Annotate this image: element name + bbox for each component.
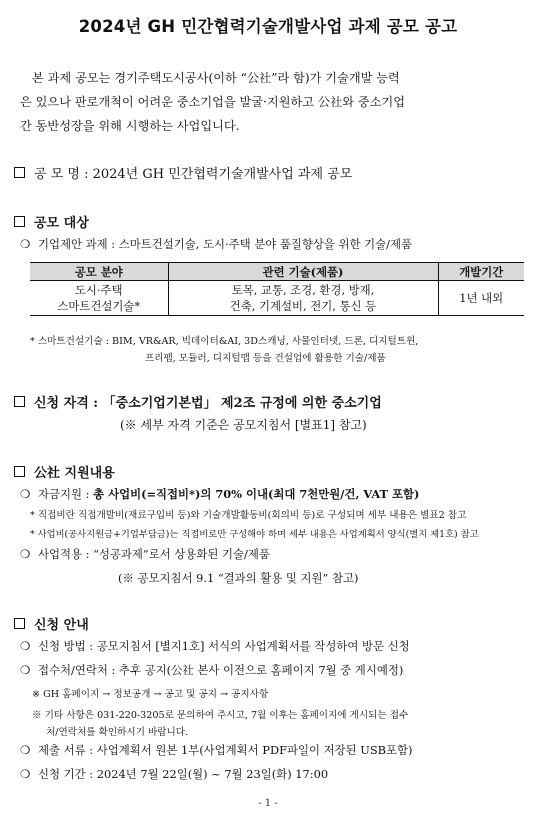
table-header: 개발기간 [438, 263, 524, 281]
smart-tech-note: * 스마트건설기술 : BIM, VR&AR, 빅데이터&AI, 3D스캐닝, 사물인터넷, 드론, 디지털트윈, [30, 336, 419, 347]
fund-note: * 사업비(공사지원금+기업부담금)는 직접비로만 구성해야 하며 세부 내용은 사업계획서 양식(별지 제1호) 참고 [30, 529, 479, 540]
proposal-line: ❍ 기업제안 과제 : 스마트건설기술, 도시·주택 분야 품질향상을 위한 기술/제품 [20, 237, 412, 251]
table-cell-tech: 토목, 교통, 조경, 환경, 방재, 건축, 기계설비, 전기, 통신 등 [168, 281, 438, 316]
section-heading: 신청 자격 : 「중소기업기본법」 제2조 규정에 의한 중소기업 [34, 396, 382, 411]
table-header-row [30, 263, 524, 281]
circle-bullet-icon: ❍ [20, 663, 31, 677]
page-number: - 1 - [258, 798, 278, 809]
fund-line: ❍ 자금지원 : 총 사업비(=직접비*)의 70% 이내(최대 7천만원/건, VAT 포함) [20, 487, 420, 501]
eligibility-sub: (※ 세부 자격 기준은 공모지침서 [별표1] 참고) [120, 418, 367, 432]
section-support [14, 462, 115, 481]
checkbox-square-icon [14, 216, 25, 227]
checkbox-square-icon [14, 167, 25, 178]
apply-line: ❍ 사업적용 : “성공과제”로서 상용화된 기술/제품 [20, 547, 270, 561]
section-heading: 공모 대상 [34, 216, 89, 231]
circle-bullet-icon: ❍ [20, 547, 31, 561]
section-guide [14, 614, 89, 633]
homepage-note: ※ GH 홈페이지 → 정보공개 → 공고 및 공지 → 공지사항 [32, 689, 269, 700]
field-table [30, 262, 524, 316]
section-target [14, 212, 89, 231]
intro-line: 간 동반성장을 위해 시행하는 사업입니다. [20, 119, 240, 133]
contact-line: ❍ 접수처/연락처 : 추후 공지(公社 본사 이전으로 홈페이지 7월 중 게시예정) [20, 663, 404, 677]
apply-sub: (※ 공모지침서 9.1 “결과의 활용 및 지원” 참고) [118, 571, 359, 585]
smart-tech-note-cont: 프리팹, 모듈러, 디지털맵 등을 건설업에 활용한 기술/제품 [145, 353, 386, 364]
page-title: 2024년 GH 민간협력기술개발사업 과제 공모 공고 [78, 17, 458, 36]
section-eligibility [14, 392, 382, 411]
table-header: 관련 기술(제품) [168, 263, 438, 281]
section-heading: 公社 지원내용 [34, 466, 115, 481]
docs-line: ❍ 제출 서류 : 사업계획서 원본 1부(사업계획서 PDF파일이 저장된 USB포함) [20, 743, 413, 757]
checkbox-square-icon [14, 618, 25, 629]
fund-note: * 직접비란 직접개발비(재료구입비 등)와 기술개발활동비(회의비 등)로 구성되며 세부 내용은 별표2 참고 [30, 510, 467, 521]
circle-bullet-icon: ❍ [20, 237, 31, 251]
section-contest-name [14, 163, 352, 182]
circle-bullet-icon: ❍ [20, 743, 31, 757]
fund-value: 총 사업비(=직접비*)의 70% 이내(최대 7천만원/건, VAT 포함) [93, 487, 420, 501]
table-row [30, 281, 524, 316]
method-line: ❍ 신청 방법 : 공모지침서 [별지1호] 서식의 사업계획서를 작성하여 방문 신청 [20, 639, 410, 653]
section-heading: 신청 안내 [34, 618, 89, 633]
table-cell-period: 1년 내외 [438, 281, 524, 316]
intro-paragraph [20, 66, 520, 138]
circle-bullet-icon: ❍ [20, 767, 31, 781]
intro-line: 은 있으나 판로개척이 어려운 중소기업을 발굴·지원하고 公社와 중소기업 [20, 95, 406, 109]
intro-line: 본 과제 공모는 경기주택도시공사(이하 “公社”라 함)가 기술개발 능력 [32, 71, 400, 85]
circle-bullet-icon: ❍ [20, 639, 31, 653]
table-header: 공모 분야 [30, 263, 168, 281]
inquiry-note-cont: 처/연락처를 확인하시기 바랍니다. [46, 727, 189, 738]
checkbox-square-icon [14, 396, 25, 407]
table-cell-field: 도시·주택 스마트건설기술* [30, 281, 168, 316]
circle-bullet-icon: ❍ [20, 487, 31, 501]
checkbox-square-icon [14, 466, 25, 477]
period-line: ❍ 신청 기간 : 2024년 7월 22일(월) ~ 7월 23일(화) 17:00 [20, 767, 329, 781]
section-heading: 공 모 명 : 2024년 GH 민간협력기술개발사업 과제 공모 [34, 167, 353, 182]
inquiry-note: ※ 기타 사항은 031-220-3205로 문의하여 주시고, 7월 이후는 홈페이지에 게시되는 접수 [32, 710, 409, 721]
